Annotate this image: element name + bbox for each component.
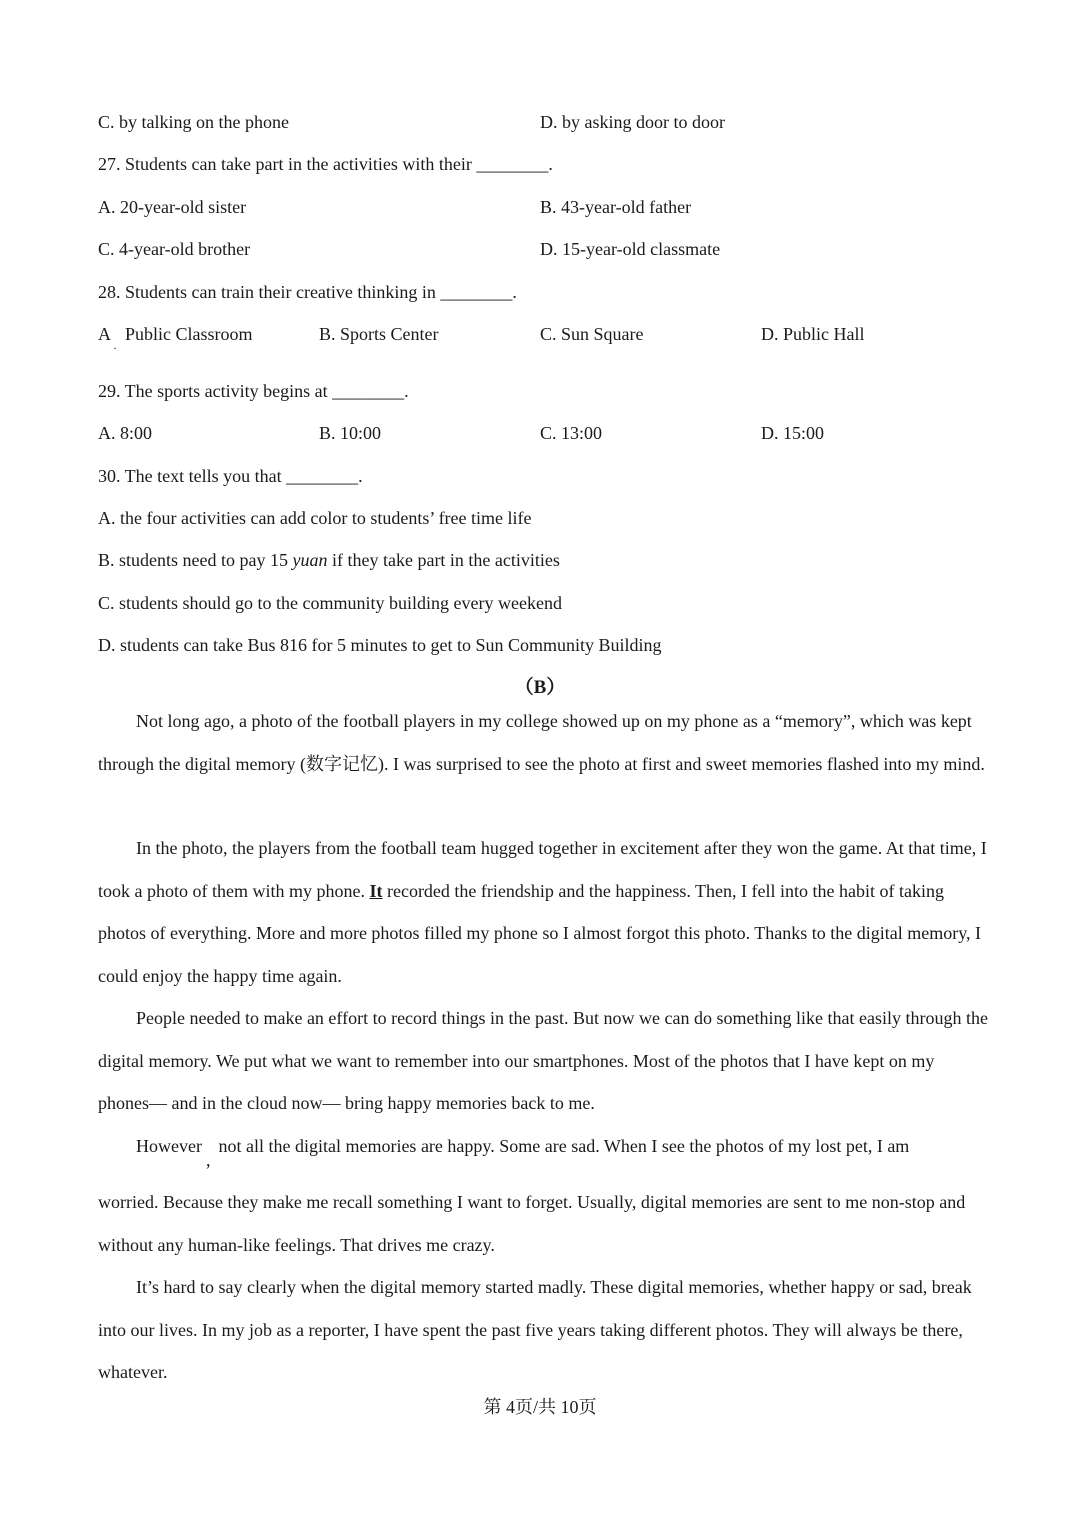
q30-option-b-pre: B. students need to pay 15 <box>98 550 293 570</box>
q30-option-d: D. students can take Bus 816 for 5 minutes to get to Sun Community Building <box>98 635 662 655</box>
q30-option-b-currency: yuan <box>292 550 328 570</box>
q29-option-d: D. 15:00 <box>761 423 824 443</box>
q28-option-c: C. Sun Square <box>540 324 644 344</box>
paragraph-2-text-pre: In the photo, the players from the football team hugged together in excitement after they won the game. At that time, I took a photo of them with my phone. <box>98 838 987 901</box>
section-b-title: （B） <box>514 677 566 698</box>
passage-paragraph-4-rest <box>98 1181 988 1266</box>
paragraph-4-first-line-rest: not all the digital memories are happy. Some are sad. When I see the photos of my lost pet, I am <box>218 1136 910 1156</box>
q27-stem: 27. Students can take part in the activities with their ________. <box>98 154 553 174</box>
q29-option-a: A. 8:00 <box>98 423 152 443</box>
q30-option-c: C. students should go to the community building every weekend <box>98 593 562 613</box>
q30-stem: 30. The text tells you that ________. <box>98 466 363 486</box>
page-number-footer: 第 4页/共 10页 <box>483 1397 597 1417</box>
passage-paragraph-1 <box>98 700 988 785</box>
passage-paragraph-3 <box>98 997 988 1125</box>
q28-option-a-letter: A <box>98 324 111 344</box>
q30-option-a: A. the four activities can add color to students’ free time life <box>98 508 532 528</box>
passage-paragraph-5 <box>98 1266 988 1394</box>
q27-option-a: A. 20-year-old sister <box>98 197 247 217</box>
paragraph-2-text-post: recorded the friendship and the happiness. Then, I fell into the habit of taking photos of everything. More and more photos filled my phone so I almost forgot this photo. Thanks to the digital memory, I could enjoy the happy time again. <box>98 880 982 986</box>
passage-paragraph-4-first-line <box>136 1135 910 1170</box>
q26-option-c: C. by talking on the phone <box>98 112 289 132</box>
paragraph-4-however: However <box>136 1136 202 1156</box>
q27-option-c: C. 4-year-old brother <box>98 239 251 259</box>
q29-option-b: B. 10:00 <box>319 423 382 443</box>
q28-option-a-text: Public Classroom <box>125 324 253 344</box>
q28-option-a <box>98 323 253 345</box>
paragraph-4-rest-text: worried. Because they make me recall something I want to forget. Usually, digital memories are sent to me non-stop and without any human-like feelings. That drives me crazy. <box>98 1192 966 1255</box>
q29-stem: 29. The sports activity begins at ________. <box>98 381 409 401</box>
q28-stem: 28. Students can train their creative thinking in ________. <box>98 282 517 302</box>
paragraph-5-text: It’s hard to say clearly when the digital memory started madly. These digital memories, whether happy or sad, break into our lives. In my job as a reporter, I have spent the past five years taking different photos. They will always be there, whatever. <box>98 1277 972 1382</box>
q27-option-d: D. 15-year-old classmate <box>540 239 721 259</box>
paragraph-1-text: Not long ago, a photo of the football players in my college showed up on my phone as a “memory”, which was kept through the digital memory (数字记忆). I was surprised to see the photo at first and sweet memories flashed into my mind. <box>98 711 985 774</box>
q30-option-b-post: if they take part in the activities <box>327 550 560 570</box>
paragraph-3-text: People needed to make an effort to record things in the past. But now we can do something like that easily through the digital memory. We put what we want to remember into our smartphones. Most of the photos that I have kept on my phones— and in the cloud now— bring happy memories back to me. <box>98 1008 988 1113</box>
q28-option-b: B. Sports Center <box>319 324 439 344</box>
q30-option-b <box>98 549 560 571</box>
stray-dot-mark: · <box>113 341 117 355</box>
q26-option-d: D. by asking door to door <box>540 112 725 132</box>
paragraph-4-comma: , <box>205 1150 211 1170</box>
underlined-it-reference: It <box>369 880 383 901</box>
q27-option-b: B. 43-year-old father <box>540 197 692 217</box>
q29-option-c: C. 13:00 <box>540 423 603 443</box>
q28-option-d: D. Public Hall <box>761 324 865 344</box>
passage-paragraph-2 <box>98 827 988 997</box>
